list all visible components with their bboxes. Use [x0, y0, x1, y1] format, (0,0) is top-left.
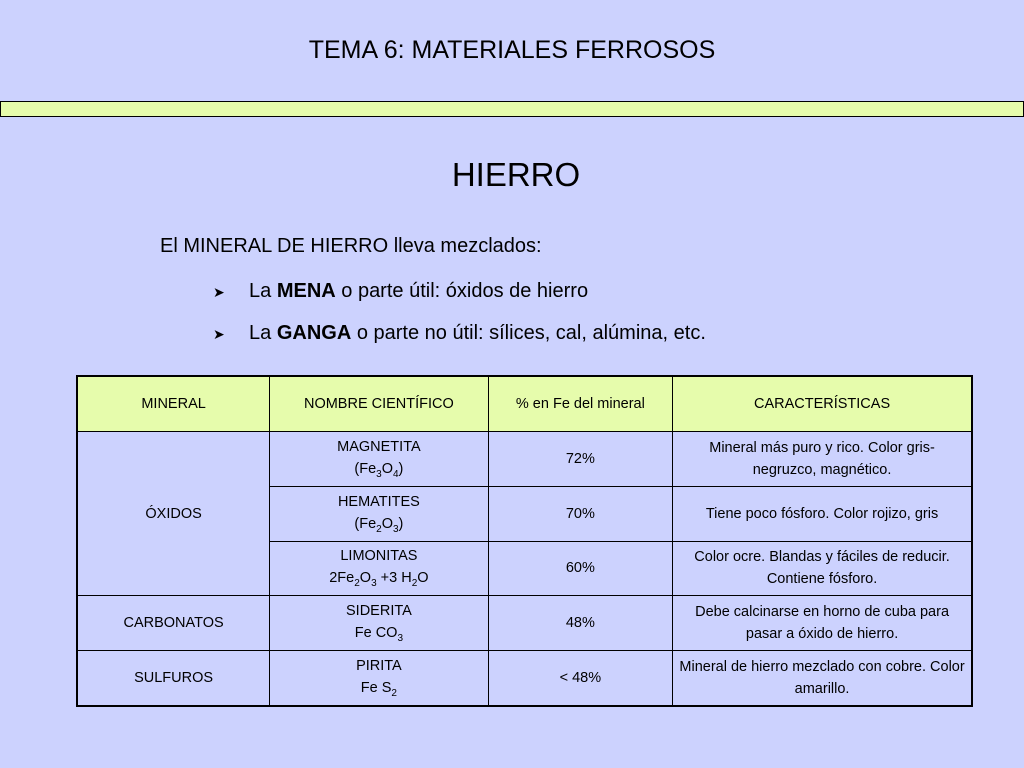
table-row — [77, 651, 972, 706]
table-row — [77, 432, 972, 487]
characteristics-cell: Mineral más puro y rico. Color gris-negruzco, magnético. — [673, 432, 972, 487]
characteristics-cell: Color ocre. Blandas y fáciles de reducir. Contiene fósforo. — [673, 541, 972, 596]
bullet-text: La MENA o parte útil: óxidos de hierro — [249, 280, 589, 302]
characteristics-cell: Tiene poco fósforo. Color rojizo, gris — [673, 486, 972, 541]
group-sulfuros: SULFUROS — [77, 651, 270, 706]
characteristics-cell: Mineral de hierro mezclado con cobre. Color amarillo. — [673, 651, 972, 706]
scientific-name-cell: LIMONITAS $2Fe_2O_3 +3$ $H_2O$ — [270, 541, 488, 596]
scientific-name-cell: SIDERITA Fe $CO_3$ — [270, 596, 488, 651]
percent-cell: 48% — [488, 596, 672, 651]
intro-text: El MINERAL DE HIERRO lleva mezclados: — [160, 235, 542, 257]
header-scientific-name: NOMBRE CIENTÍFICO — [270, 376, 488, 432]
percent-cell: 72% — [488, 432, 672, 487]
section-heading: HIERRO — [451, 156, 581, 193]
group-oxidos: ÓXIDOS — [77, 432, 270, 596]
arrow-bullet-icon: ➤ — [213, 326, 225, 342]
bullet-mena — [213, 280, 588, 303]
scientific-name-cell: HEMATITES $(Fe_2O_3)$ — [270, 486, 488, 541]
arrow-bullet-icon: ➤ — [213, 284, 225, 300]
group-carbonatos: CARBONATOS — [77, 596, 270, 651]
characteristics-cell: Debe calcinarse en horno de cuba para pasar a óxido de hierro. — [673, 596, 972, 651]
header-iron-percent: % en Fe del mineral — [488, 376, 672, 432]
percent-cell: 60% — [488, 541, 672, 596]
percent-cell: 70% — [488, 486, 672, 541]
slide-title: TEMA 6: MATERIALES FERROSOS — [308, 36, 716, 64]
bullet-ganga — [213, 322, 706, 345]
bullet-text: La GANGA o parte no útil: sílices, cal, alúmina, etc. — [249, 322, 706, 344]
table-header-row — [77, 376, 972, 432]
minerals-table — [76, 375, 973, 707]
table-row — [77, 596, 972, 651]
scientific-name-cell: MAGNETITA $(Fe_3O_4)$ — [270, 432, 488, 487]
header-mineral: MINERAL — [77, 376, 270, 432]
percent-cell: < 48% — [488, 651, 672, 706]
scientific-name-cell: PIRITA Fe $S_2$ — [270, 651, 488, 706]
header-characteristics: CARACTERÍSTICAS — [673, 376, 972, 432]
title-divider-bar — [0, 101, 1024, 117]
